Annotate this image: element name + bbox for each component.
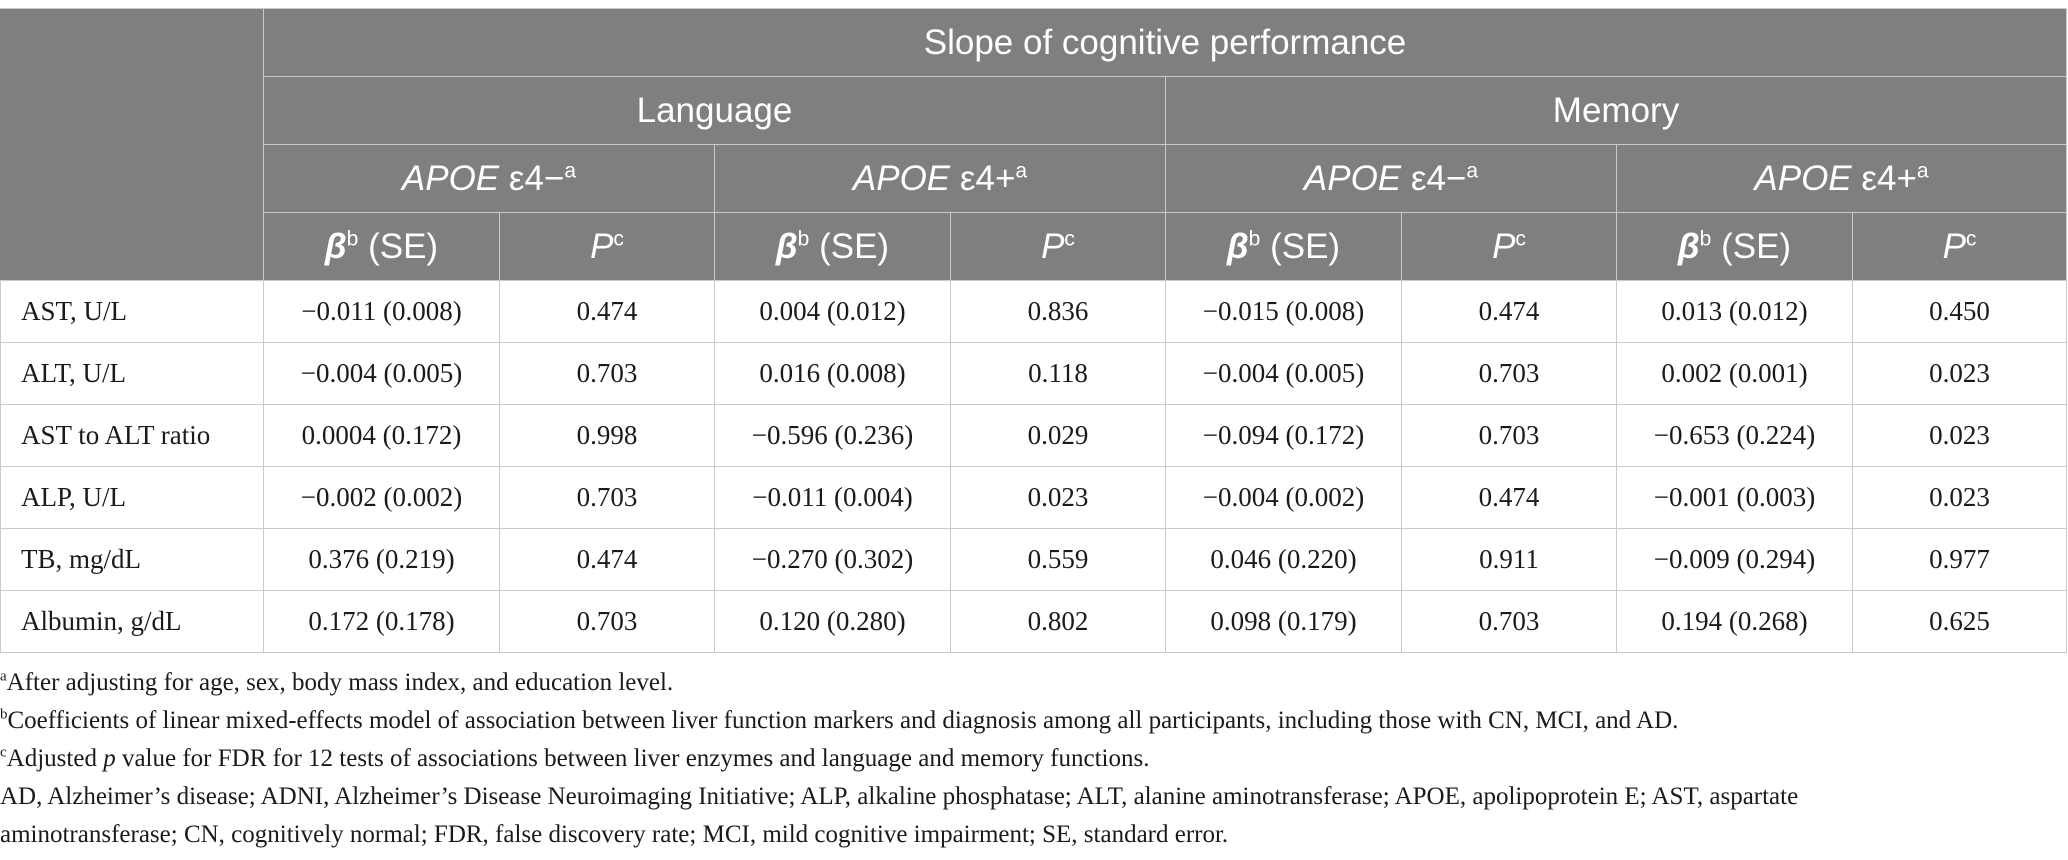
p-value-cell: 0.836: [951, 281, 1166, 343]
p-value-cell: 0.023: [1853, 343, 2067, 405]
beta-se-cell: 0.098 (0.179): [1166, 591, 1402, 653]
p-value-cell: 0.703: [500, 591, 715, 653]
p-value-cell: 0.474: [1402, 467, 1617, 529]
row-label: TB, mg/dL: [1, 529, 264, 591]
beta-se-header: $\beta^b$ (SE): [264, 213, 500, 281]
table-row: [1, 405, 2067, 467]
p-value-cell: 0.625: [1853, 591, 2067, 653]
row-label: ALT, U/L: [1, 343, 264, 405]
p-value-cell: 0.703: [1402, 591, 1617, 653]
p-value-cell: 0.023: [951, 467, 1166, 529]
p-value-cell: 0.023: [1853, 467, 2067, 529]
domain-language-header: Language: [264, 77, 1166, 145]
p-value-cell: 0.802: [951, 591, 1166, 653]
beta-se-cell: −0.001 (0.003): [1617, 467, 1853, 529]
beta-se-cell: −0.009 (0.294): [1617, 529, 1853, 591]
p-value-cell: 0.998: [500, 405, 715, 467]
row-label: Albumin, g/dL: [1, 591, 264, 653]
p-value-cell: 0.118: [951, 343, 1166, 405]
beta-se-cell: −0.011 (0.008): [264, 281, 500, 343]
table-row: [1, 343, 2067, 405]
beta-se-cell: 0.004 (0.012): [715, 281, 951, 343]
beta-se-cell: 0.046 (0.220): [1166, 529, 1402, 591]
results-table: [0, 8, 2067, 653]
super-title: Slope of cognitive performance: [264, 9, 2067, 77]
beta-se-cell: 0.120 (0.280): [715, 591, 951, 653]
beta-se-cell: −0.596 (0.236): [715, 405, 951, 467]
p-value-cell: 0.703: [500, 467, 715, 529]
beta-se-header: $\beta^b$ (SE): [715, 213, 951, 281]
p-value-cell: 0.023: [1853, 405, 2067, 467]
row-label: AST to ALT ratio: [1, 405, 264, 467]
p-value-header: $P^c$: [1853, 213, 2067, 281]
beta-se-cell: −0.011 (0.004): [715, 467, 951, 529]
p-value-cell: 0.029: [951, 405, 1166, 467]
genotype-header: APOE ε4−$^a$: [264, 145, 715, 213]
p-value-cell: 0.474: [500, 281, 715, 343]
abbreviations: AD, Alzheimer’s disease; ADNI, Alzheimer’s Disease Neuroimaging Initiative; ALP, alkaline phosphatase; ALT, alanine aminotransferase; APOE, apolipoprotein E; AST, aspartate aminotransferase; CN, cognitively normal; FDR, false discovery rate; MCI, mild cognitive impairment; SE, standard error.: [0, 783, 1799, 848]
beta-se-cell: −0.270 (0.302): [715, 529, 951, 591]
beta-se-cell: −0.002 (0.002): [264, 467, 500, 529]
beta-se-cell: 0.194 (0.268): [1617, 591, 1853, 653]
genotype-header: APOE ε4−$^a$: [1166, 145, 1617, 213]
beta-se-header: $\beta^b$ (SE): [1166, 213, 1402, 281]
beta-se-header: $\beta^b$ (SE): [1617, 213, 1853, 281]
beta-se-cell: −0.015 (0.008): [1166, 281, 1402, 343]
beta-se-cell: 0.016 (0.008): [715, 343, 951, 405]
beta-se-cell: 0.172 (0.178): [264, 591, 500, 653]
genotype-header: APOE ε4+$^a$: [715, 145, 1166, 213]
p-value-cell: 0.474: [1402, 281, 1617, 343]
footnote-b: $^b$Coefficients of linear mixed-effects model of association between liver function markers and diagnosis among all participants, including those with CN, MCI, and AD.: [0, 706, 1679, 734]
table-body: [1, 281, 2067, 653]
table-row: [1, 529, 2067, 591]
p-value-cell: 0.703: [1402, 343, 1617, 405]
domain-memory-header: Memory: [1166, 77, 2067, 145]
beta-se-cell: 0.013 (0.012): [1617, 281, 1853, 343]
p-value-cell: 0.474: [500, 529, 715, 591]
p-value-header: $P^c$: [500, 213, 715, 281]
footnotes: [0, 664, 2066, 854]
beta-se-cell: −0.004 (0.005): [264, 343, 500, 405]
row-label: ALP, U/L: [1, 467, 264, 529]
beta-se-cell: −0.004 (0.002): [1166, 467, 1402, 529]
p-value-header: $P^c$: [951, 213, 1166, 281]
beta-se-cell: −0.004 (0.005): [1166, 343, 1402, 405]
table-row: [1, 591, 2067, 653]
beta-se-cell: 0.0004 (0.172): [264, 405, 500, 467]
footnote-a: $^a$After adjusting for age, sex, body mass index, and education level.: [0, 668, 674, 696]
table-header: [1, 9, 2067, 281]
table-row: [1, 467, 2067, 529]
p-value-cell: 0.450: [1853, 281, 2067, 343]
p-value-header: $P^c$: [1402, 213, 1617, 281]
p-value-cell: 0.703: [1402, 405, 1617, 467]
table-row: [1, 281, 2067, 343]
beta-se-cell: −0.094 (0.172): [1166, 405, 1402, 467]
footnote-c: $^c$Adjusted p value for FDR for 12 tests of associations between liver enzymes and language and memory functions.: [0, 744, 1150, 772]
p-value-cell: 0.559: [951, 529, 1166, 591]
p-value-cell: 0.703: [500, 343, 715, 405]
genotype-header: APOE ε4+$^a$: [1617, 145, 2067, 213]
beta-se-cell: 0.002 (0.001): [1617, 343, 1853, 405]
p-value-cell: 0.911: [1402, 529, 1617, 591]
beta-se-cell: 0.376 (0.219): [264, 529, 500, 591]
row-label: AST, U/L: [1, 281, 264, 343]
beta-se-cell: −0.653 (0.224): [1617, 405, 1853, 467]
p-value-cell: 0.977: [1853, 529, 2067, 591]
header-corner-cell: [1, 9, 264, 281]
